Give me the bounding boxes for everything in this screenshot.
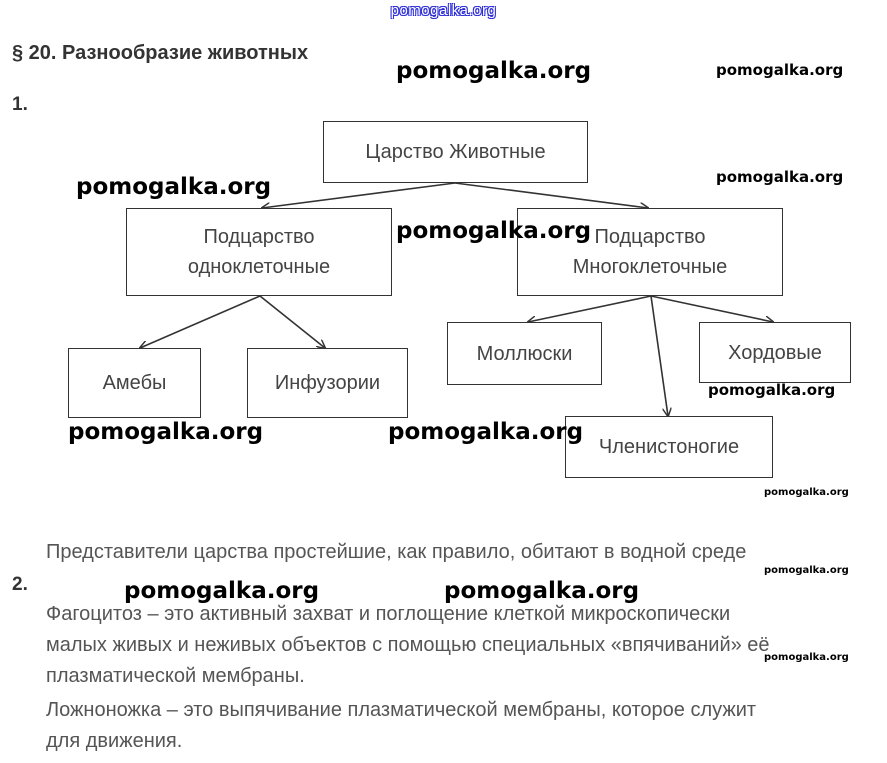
watermark: pomogalka.org xyxy=(76,174,272,200)
watermark: pomogalka.org xyxy=(716,61,844,79)
watermark: pomogalka.org xyxy=(444,578,640,604)
arrow-root-to-unicellular xyxy=(262,183,455,208)
watermark: pomogalka.org xyxy=(396,218,592,244)
phagocytosis-line-2: малых живых и неживых объектов с помощью специальных «впячиваний» её xyxy=(46,634,770,656)
arrow-multicellular-to-chordates xyxy=(651,296,773,322)
box-multicellular-line1: Подцарство xyxy=(594,226,706,248)
box-infusoria xyxy=(247,348,408,418)
phagocytosis-line-1: Фагоцитоз – это активный захват и поглощение клеткой микроскопически xyxy=(46,603,731,625)
box-amoebae xyxy=(68,348,201,418)
pseudopod-definition xyxy=(46,695,756,757)
watermark: pomogalka.org xyxy=(764,487,849,498)
task-1-number: 1. xyxy=(12,94,28,115)
watermark: pomogalka.org xyxy=(388,419,584,445)
phagocytosis-definition xyxy=(46,599,770,692)
arrow-unicellular-to-infusoria xyxy=(260,296,325,348)
site-watermark-top[interactable]: pomogalka.org xyxy=(390,2,497,19)
box-chordates-label: Хордовые xyxy=(728,341,822,364)
pseudopod-line-2: для движения. xyxy=(46,730,183,752)
section-heading: § 20. Разнообразие животных xyxy=(12,42,309,64)
box-kingdom-animals-label: Царство Животные xyxy=(365,141,546,163)
box-subkingdom-unicellular xyxy=(126,208,392,296)
box-arthropods-label: Членистоногие xyxy=(598,436,740,458)
watermark: pomogalka.org xyxy=(764,652,849,663)
box-mollusks xyxy=(447,322,602,385)
box-kingdom-animals xyxy=(323,121,588,183)
box-infusoria-label: Инфузории xyxy=(274,372,381,394)
box-unicellular-line2: одноклеточные xyxy=(187,256,331,278)
box-arthropods xyxy=(565,416,773,478)
arrow-multicellular-to-arthropods xyxy=(651,296,668,416)
watermark: pomogalka.org xyxy=(396,58,592,84)
arrow-unicellular-to-amoebae xyxy=(140,296,260,348)
watermark: pomogalka.org xyxy=(716,168,844,186)
task-2-number: 2. xyxy=(12,574,28,595)
watermark: pomogalka.org xyxy=(764,565,849,576)
box-multicellular-line2: Многоклеточные xyxy=(572,256,728,278)
pseudopod-line-1: Ложноножка – это выпячивание плазматической мембраны, которое служит xyxy=(46,699,757,721)
box-unicellular-line1: Подцарство xyxy=(203,226,315,248)
watermark: pomogalka.org xyxy=(708,381,836,399)
box-chordates xyxy=(699,322,851,383)
box-amoebae-label: Амебы xyxy=(102,372,167,394)
box-mollusks-label: Моллюски xyxy=(476,342,573,365)
phagocytosis-line-3: плазматической мембраны. xyxy=(46,665,305,687)
arrow-root-to-multicellular xyxy=(455,183,648,208)
watermark: pomogalka.org xyxy=(68,419,264,445)
watermark: pomogalka.org xyxy=(124,578,320,604)
protozoa-sentence: Представители царства простейшие, как правило, обитают в водной среде xyxy=(46,541,747,563)
arrow-multicellular-to-mollusks xyxy=(528,296,651,322)
